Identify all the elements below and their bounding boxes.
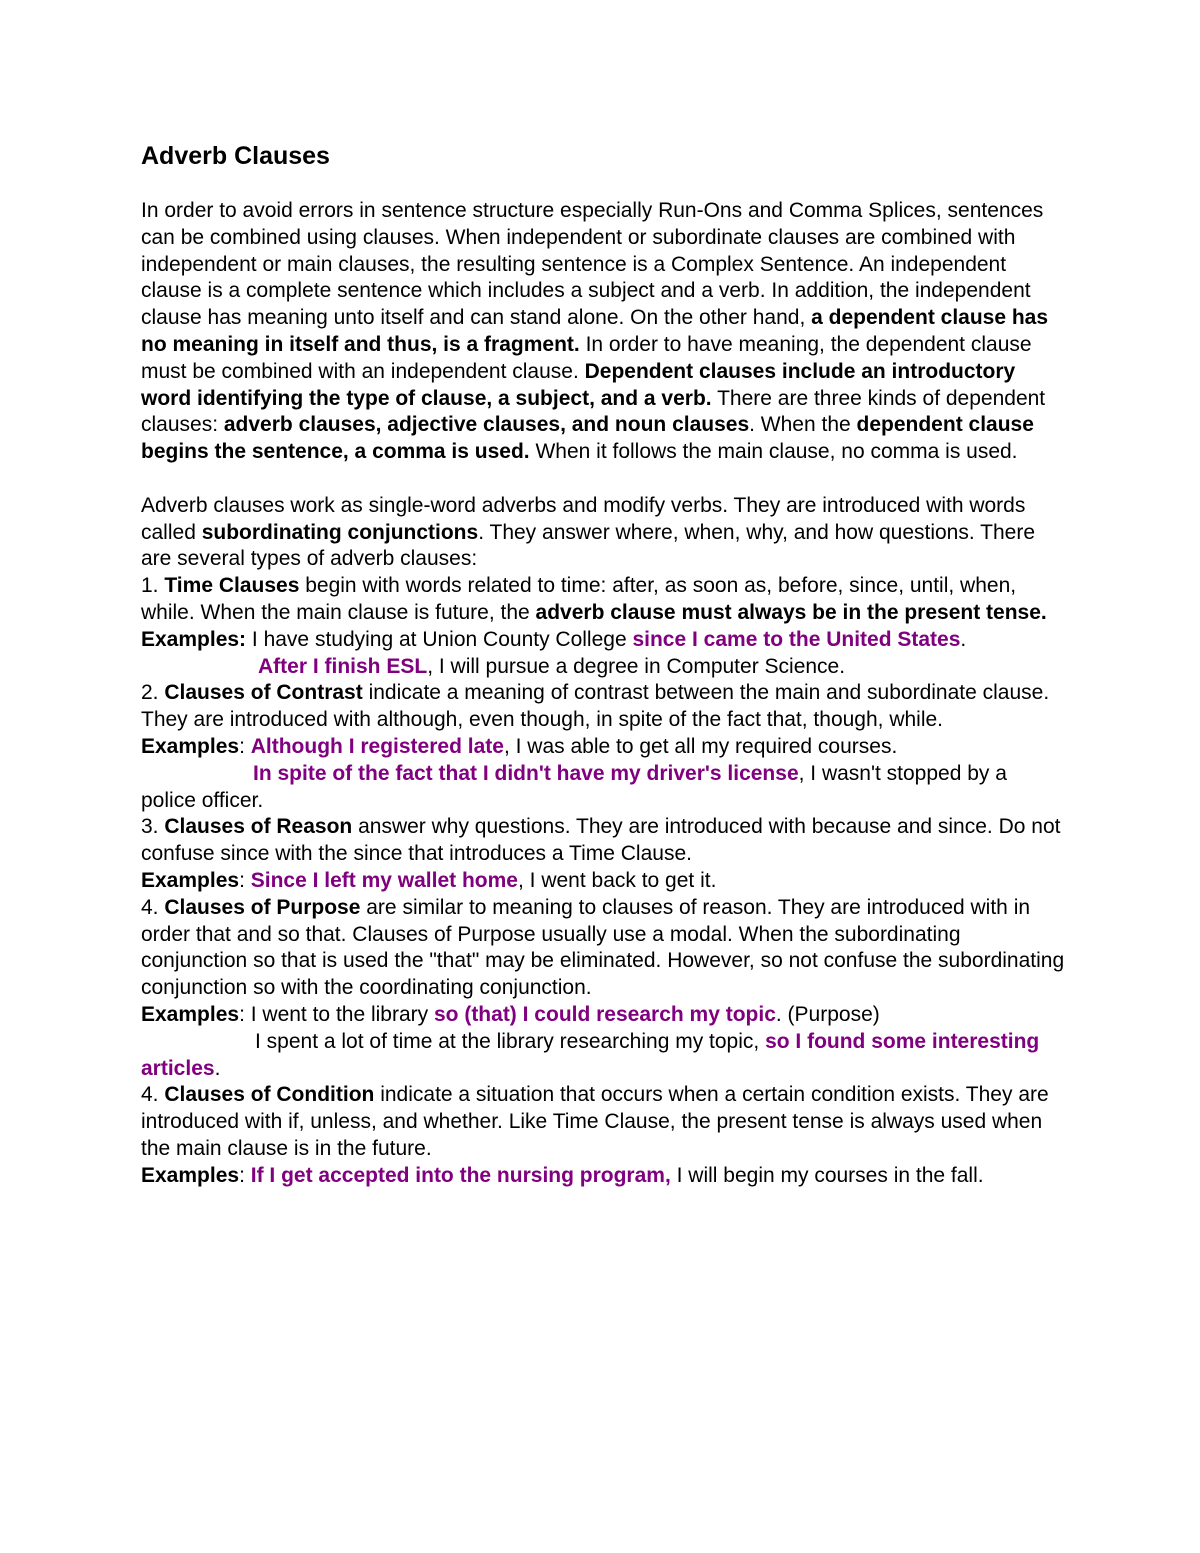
example-highlight: since I came to the United States [632,627,961,651]
condition-example-1 [141,1163,1066,1190]
example-text: . [960,627,967,651]
adverb-intro-text: Adverb clauses work as single-word adverbs and modify verbs. They are introduced with words called [141,493,1026,544]
example-text: , I was able to get all my required courses. [503,734,898,758]
example-text: , I will pursue a degree in Computer Science. [427,654,846,678]
purpose-clauses-paragraph [141,895,1066,1002]
section-heading: Time Clauses [164,574,300,598]
intro-paragraph [141,198,1066,466]
section-text: begin with words related to time: after, as soon as, before, since, until, when, while. When the main clause is future, the [141,574,1017,624]
example-highlight: If I get accepted into the nursing program, [250,1163,671,1187]
page-title: Adverb Clauses [141,142,330,170]
examples-label: Examples [141,1163,240,1187]
paragraph-gap [141,466,1066,493]
contrast-example-1 [141,734,1066,761]
item-number: 3. [141,815,165,839]
example-text: : [239,868,251,892]
intro-bold: Dependent clauses include an introductory word identifying the type of clause, a subject, and a verb. [141,359,1016,410]
example-highlight: so I found some interesting articles [141,1029,1040,1080]
adverb-intro-bold: subordinating conjunctions [201,520,479,544]
reason-clauses-paragraph [141,814,1066,868]
example-highlight: Although I registered late [250,734,504,758]
section-bold: adverb clause must always be in the present tense. [535,600,1047,624]
section-text: answer why questions. They are introduced with because and since. Do not confuse since with the since that introduces a Time Clause. [141,815,1061,866]
example-highlight: In spite of the fact that I didn't have my driver's license [253,761,799,785]
intro-text: In order to avoid errors in sentence structure especially Run-Ons and Comma Splices, sentences can be combined using clauses. When independent or subordinate clauses are combined with independent or main clauses, the resulting sentence is a Complex Sentence. An independent clause is a complete sentence which includes a subject and a verb. In addition, the independent clause has meaning unto itself and can stand alone. On the other hand, [141,199,1044,330]
section-text: indicate a meaning of contrast between the main and subordinate clause. They are introduced with although, even though, in spite of the fact that, though, while. [141,681,1050,732]
example-highlight: After I finish ESL [258,654,428,678]
item-number: 4. [141,895,165,919]
section-heading: Clauses of Reason [164,815,353,839]
condition-clauses-paragraph [141,1082,1066,1162]
time-example-2 [141,654,1066,681]
intro-text: . When the [749,413,857,437]
example-text: I have studying at Union County College [246,627,633,651]
example-text: , I wasn't stopped by a police officer. [141,761,1007,812]
example-highlight: Since I left my wallet home [250,868,518,892]
section-heading: Clauses of Condition [164,1083,375,1107]
example-text: . [214,1056,221,1080]
examples-label: Examples [141,734,240,758]
section-heading: Clauses of Purpose [164,895,361,919]
adverb-intro-paragraph [141,493,1066,573]
intro-text: In order to have meaning, the dependent clause must be combined with an independent clause. [141,332,1032,383]
intro-bold: a dependent clause has no meaning in itself and thus, is a fragment. [141,306,1049,356]
purpose-example-1 [141,1002,1066,1029]
example-text: I will begin my courses in the fall. [670,1163,984,1187]
time-example-1 [141,627,1066,654]
adverb-intro-text: . They answer where, when, why, and how questions. There are several types of adverb clauses: [141,520,1036,571]
example-text: : [239,734,251,758]
reason-example-1 [141,868,1066,895]
example-text: : [239,1163,251,1187]
example-text: . (Purpose) [775,1002,880,1026]
example-highlight: so (that) I could research my topic [433,1002,776,1026]
item-number: 4. [141,1083,165,1107]
examples-label: Examples [141,868,240,892]
example-text: : I went to the library [239,1002,434,1026]
section-text: indicate a situation that occurs when a certain condition exists. They are introduced with if, unless, and whether. Like Time Clause, the present tense is always used when the main clause is in the future. [141,1083,1049,1160]
item-number: 1. [141,574,165,598]
time-clauses-paragraph [141,573,1066,627]
intro-bold: dependent clause begins the sentence, a comma is used. [141,413,1034,464]
example-text: I spent a lot of time at the library researching my topic, [255,1029,766,1053]
contrast-example-2 [141,761,1066,815]
contrast-clauses-paragraph [141,680,1066,734]
example-text: , I went back to get it. [517,868,717,892]
document-page [141,138,1066,1189]
section-heading: Clauses of Contrast [164,681,363,705]
intro-bold: adverb clauses, adjective clauses, and noun clauses [223,413,750,437]
purpose-example-2 [141,1029,1066,1083]
examples-label: Examples: [141,627,247,651]
section-text: are similar to meaning to clauses of reason. They are introduced with in order that and so that. Clauses of Purpose usually use a modal. When the subordinating conjunction so that is used the "that" may be eliminated. However, so not confuse the subordinating conjunction so with the coordinating conjunction. [141,895,1065,1000]
examples-label: Examples [141,1002,240,1026]
intro-text: When it follows the main clause, no comma is used. [529,440,1018,464]
item-number: 2. [141,681,165,705]
intro-text: There are three kinds of dependent clauses: [141,386,1046,437]
